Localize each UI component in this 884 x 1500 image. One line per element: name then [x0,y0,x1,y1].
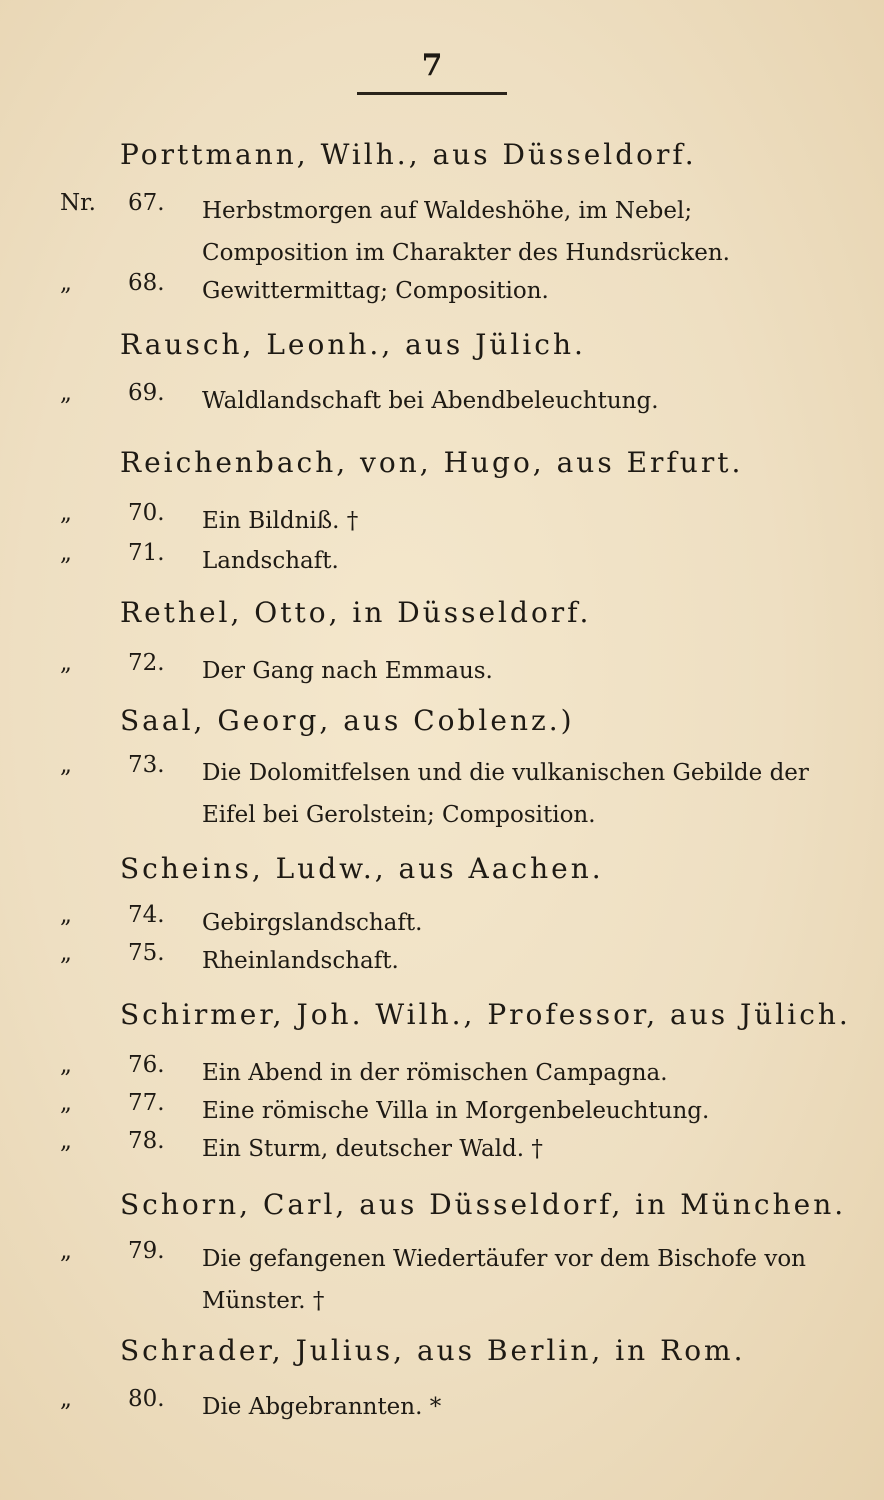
catalog-entry [60,752,820,836]
artist-heading: Schrader, Julius, aus Berlin, in Rom. [120,1334,746,1367]
header-rule [357,92,507,95]
catalog-entry [60,380,820,422]
entry-prefix: „ [60,270,72,296]
entry-prefix: „ [60,1386,72,1412]
catalog-entry [60,940,820,982]
entry-title: Die gefangenen Wiedertäufer vor dem Bischofe von Münster. † [202,1246,806,1314]
catalog-entry [60,1128,820,1170]
entry-number: 75. [128,940,165,966]
entry-prefix: „ [60,1052,72,1078]
artist-heading: Rethel, Otto, in Düsseldorf. [120,596,592,629]
entry-prefix: „ [60,1238,72,1264]
entry-title: Ein Sturm, deutscher Wald. † [202,1136,543,1162]
entry-prefix: „ [60,940,72,966]
entry-title: Gewittermittag; Composition. [202,278,549,304]
entry-number: 80. [128,1386,165,1412]
entry-prefix: „ [60,380,72,406]
entry-title: Waldlandschaft bei Abendbeleuchtung. [202,388,659,414]
entry-number: 76. [128,1052,165,1078]
entry-number: 73. [128,752,165,778]
artist-heading: Scheins, Ludw., aus Aachen. [120,852,604,885]
entry-prefix: „ [60,902,72,928]
entry-prefix: „ [60,500,72,526]
catalog-entry [60,500,820,542]
artist-heading: Saal, Georg, aus Coblenz.) [120,704,575,737]
catalog-entry [60,1386,820,1428]
entry-number: 71. [128,540,165,566]
entry-prefix: Nr. [60,190,96,216]
catalog-entry [60,540,820,582]
entry-title: Die Abgebrannten. * [202,1394,442,1420]
artist-heading: Rausch, Leonh., aus Jülich. [120,328,586,361]
entry-prefix: „ [60,650,72,676]
catalog-entry [60,650,820,692]
entry-title: Eine römische Villa in Morgenbeleuchtung. [202,1098,710,1124]
entry-prefix: „ [60,540,72,566]
entry-title: Herbstmorgen auf Waldeshöhe, im Nebel; Composition im Charakter des Hundsrücken. [202,198,730,266]
entry-prefix: „ [60,752,72,778]
entry-number: 79. [128,1238,165,1264]
catalog-entry [60,902,820,944]
catalog-entry [60,1090,820,1132]
entry-number: 77. [128,1090,165,1116]
entry-number: 67. [128,190,165,216]
artist-heading: Reichenbach, von, Hugo, aus Erfurt. [120,446,744,479]
entry-number: 68. [128,270,165,296]
entry-prefix: „ [60,1090,72,1116]
entry-number: 72. [128,650,165,676]
entry-prefix: „ [60,1128,72,1154]
entry-number: 69. [128,380,165,406]
artist-heading: Porttmann, Wilh., aus Düsseldorf. [120,138,697,171]
artist-heading: Schirmer, Joh. Wilh., Professor, aus Jülich. [120,998,851,1031]
entry-title: Gebirgslandschaft. [202,910,423,936]
catalog-entry [60,270,820,312]
entry-title: Der Gang nach Emmaus. [202,658,493,684]
catalog-entry [60,1238,820,1322]
catalog-entry [60,190,820,274]
entry-title: Ein Bildniß. † [202,508,359,534]
entry-title: Rheinlandschaft. [202,948,399,974]
entry-title: Landschaft. [202,548,339,574]
entry-number: 70. [128,500,165,526]
artist-heading: Schorn, Carl, aus Düsseldorf, in München. [120,1188,847,1221]
entry-number: 78. [128,1128,165,1154]
catalog-entry [60,1052,820,1094]
entry-title: Ein Abend in der römischen Campagna. [202,1060,668,1086]
page-number: 7 [421,48,443,83]
entry-title: Die Dolomitfelsen und die vulkanischen Gebilde der Eifel bei Gerolstein; Composition. [202,760,809,828]
entry-number: 74. [128,902,165,928]
